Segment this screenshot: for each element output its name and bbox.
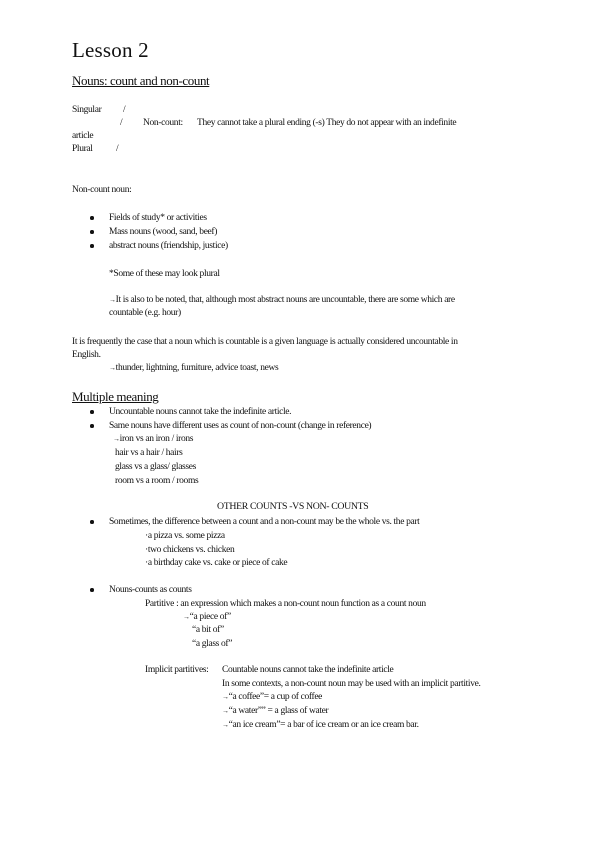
examples-text: thunder, lightning, furniture, advice toast, news [115,363,279,373]
partitive-example: “a glass of” [192,639,233,649]
slash: / [123,105,126,115]
arrow-icon: → [222,693,229,701]
label-noncount: Non-count: [143,118,183,128]
example-text: a pizza vs. some pizza [147,531,225,541]
heading-multiple-meaning: Multiple meaning [72,389,159,404]
bullet-item: Nouns-counts as counts [109,585,192,595]
arrow-icon: → [183,613,190,621]
label-plural: Plural [72,144,93,154]
slash: / [120,118,123,128]
bullet-item: abstract nouns (friendship, justice) [109,241,228,251]
bullet-item: Same nouns have different uses as count of non-count (change in reference) [109,421,372,431]
arrow-icon: → [222,721,229,729]
slash: / [116,144,119,154]
example-text: “a water”” = a glass of water [228,706,329,716]
example-item [145,530,225,542]
dot-icon: · [145,558,148,568]
example-text: “a piece of” [189,612,231,622]
partitive-example [183,611,231,623]
example-item: room vs a room / rooms [115,476,199,486]
partitive-definition: Partitive : an expression which makes a non-count noun function as a count noun [145,599,426,609]
heading-nouns-count-noncount: Nouns: count and non-count [72,73,210,88]
implicit-example [222,705,328,717]
label-singular: Singular [72,105,102,115]
noncount-definition-cont: article [72,131,94,141]
page-title: Lesson 2 [72,38,149,62]
arrow-icon: → [222,707,229,715]
example-item [145,544,234,556]
note-abstract-cont: countable (e.g. hour) [109,308,181,318]
example-item: hair vs a hair / hairs [115,448,183,458]
example-text: “a coffee”= a cup of coffee [228,692,323,702]
bullet-item: Mass nouns (wood, sand, beef) [109,227,218,237]
dot-icon: · [145,531,148,541]
implicit-label: Implicit partitives: [145,665,209,675]
partitive-example: “a bit of” [192,625,224,635]
example-item [113,433,193,445]
noncount-heading: Non-count noun: [72,185,132,195]
bullet-item: Fields of study* or activities [109,213,207,223]
arrow-icon: → [109,364,116,372]
heading-other-counts: OTHER COUNTS -VS NON- COUNTS [217,501,369,512]
paragraph: It is frequently the case that a noun which is countable is a given language is actually considered uncountable in [72,337,458,347]
example-text: two chickens vs. chicken [147,545,235,555]
implicit-example [222,691,322,703]
examples-english [109,362,278,374]
bullet-item: Uncountable nouns cannot take the indefinite article. [109,407,292,417]
implicit-context: In some contexts, a non-count noun may be used with an implicit partitive. [222,679,481,689]
noncount-definition: They cannot take a plural ending (-s) They do not appear with an indefinite [197,118,457,128]
dot-icon: · [145,545,148,555]
example-text: a birthday cake vs. cake or piece of cake [147,558,288,568]
example-text: iron vs an iron / irons [119,434,194,444]
note-abstract [109,294,455,306]
note-plural: *Some of these may look plural [109,269,220,279]
implicit-text: Countable nouns cannot take the indefinite article [222,665,394,675]
bullet-item: Sometimes, the difference between a count and a non-count may be the whole vs. the part [109,517,420,527]
implicit-example [222,719,419,731]
note-abstract-text: It is also to be noted, that, although most abstract nouns are uncountable, there are some which are [115,295,455,305]
arrow-icon: → [113,435,120,443]
example-item: glass vs a glass/ glasses [115,462,196,472]
arrow-icon: → [109,296,116,304]
example-text: “an ice cream”= a bar of ice cream or an ice cream bar. [228,720,419,730]
paragraph-cont: English. [72,350,101,360]
example-item [145,557,287,569]
